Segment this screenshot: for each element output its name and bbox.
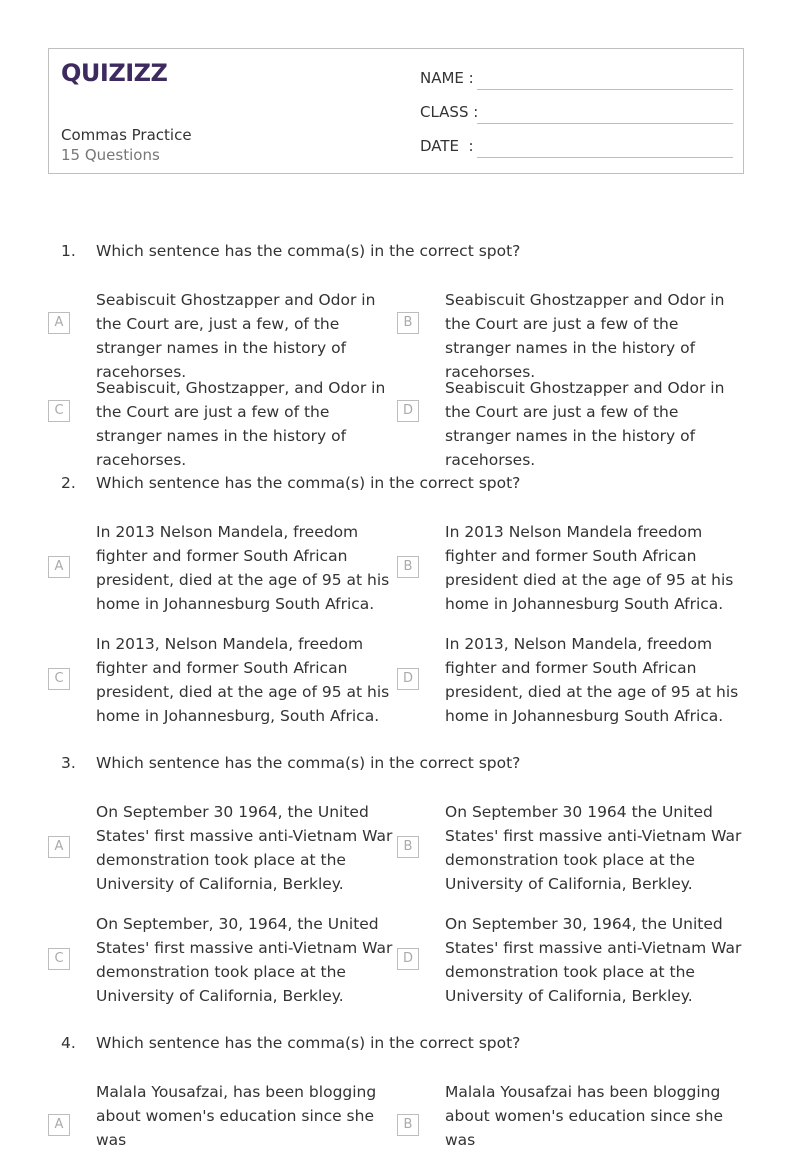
option-b-text: Malala Yousafzai has been blogging about women's education since she was [445, 1083, 723, 1149]
name-line[interactable] [477, 89, 733, 90]
option-a-text: Malala Yousafzai, has been blogging about women's education since she was [96, 1083, 377, 1149]
option-c-text: Seabiscuit, Ghostzapper, and Odor in the Court are just a few of the stranger names in the history of racehorses. [96, 379, 386, 469]
date-label: DATE : [420, 137, 474, 155]
option-b-badge[interactable]: B [397, 1114, 419, 1136]
option-d-badge[interactable]: D [397, 400, 419, 422]
question-number: 4. [61, 1034, 76, 1052]
option-d-text: Seabiscuit Ghostzapper and Odor in the Court are just a few of the stranger names in the history of racehorses. [445, 379, 725, 469]
option-d-text: On September 30, 1964, the United States' first massive anti-Vietnam War demonstration took place at the University of California, Berkley. [445, 915, 742, 1005]
option-a-text: In 2013 Nelson Mandela, freedom fighter and former South African president, died at the age of 95 at his home in Johannesburg South Africa. [96, 523, 390, 613]
question-number: 1. [61, 242, 76, 260]
option-c-badge[interactable]: C [48, 400, 70, 422]
option-b-badge[interactable]: B [397, 836, 419, 858]
class-label: CLASS : [420, 103, 479, 121]
option-b-text: Seabiscuit Ghostzapper and Odor in the Court are just a few of the stranger names in the history of racehorses. [445, 291, 725, 381]
option-b-badge[interactable]: B [397, 312, 419, 334]
option-b-badge[interactable]: B [397, 556, 419, 578]
option-a-badge[interactable]: A [48, 836, 70, 858]
question-prompt: Which sentence has the comma(s) in the correct spot? [96, 474, 521, 492]
option-d-badge[interactable]: D [397, 668, 419, 690]
option-b-text: In 2013 Nelson Mandela freedom fighter and former South African president died at the age of 95 at his home in Johannesburg South Africa. [445, 523, 734, 613]
date-line[interactable] [477, 157, 733, 158]
option-a-badge[interactable]: A [48, 1114, 70, 1136]
option-c-badge[interactable]: C [48, 948, 70, 970]
class-line[interactable] [477, 123, 733, 124]
option-a-text: On September 30 1964, the United States' first massive anti-Vietnam War demonstration took place at the University of California, Berkley. [96, 803, 393, 893]
option-d-badge[interactable]: D [397, 948, 419, 970]
option-a-badge[interactable]: A [48, 312, 70, 334]
option-b-text: On September 30 1964 the United States' first massive anti-Vietnam War demonstration took place at the University of California, Berkley. [445, 803, 742, 893]
quizizz-logo: QUIZIZZ [61, 59, 168, 87]
option-c-text: In 2013, Nelson Mandela, freedom fighter and former South African president, died at the age of 95 at his home in Johannesburg, South Africa. [96, 635, 390, 725]
option-c-badge[interactable]: C [48, 668, 70, 690]
question-number: 3. [61, 754, 76, 772]
name-label: NAME : [420, 69, 474, 87]
option-c-text: On September, 30, 1964, the United States' first massive anti-Vietnam War demonstration took place at the University of California, Berkley. [96, 915, 393, 1005]
question-count: 15 Questions [61, 146, 160, 164]
question-prompt: Which sentence has the comma(s) in the correct spot? [96, 242, 521, 260]
option-d-text: In 2013, Nelson Mandela, freedom fighter and former South African president, died at the age of 95 at his home in Johannesburg South Africa. [445, 635, 739, 725]
question-prompt: Which sentence has the comma(s) in the correct spot? [96, 754, 521, 772]
question-number: 2. [61, 474, 76, 492]
worksheet-header [48, 48, 744, 174]
worksheet-title: Commas Practice [61, 126, 192, 144]
question-prompt: Which sentence has the comma(s) in the correct spot? [96, 1034, 521, 1052]
option-a-badge[interactable]: A [48, 556, 70, 578]
option-a-text: Seabiscuit Ghostzapper and Odor in the Court are, just a few, of the stranger names in the history of racehorses. [96, 291, 376, 381]
